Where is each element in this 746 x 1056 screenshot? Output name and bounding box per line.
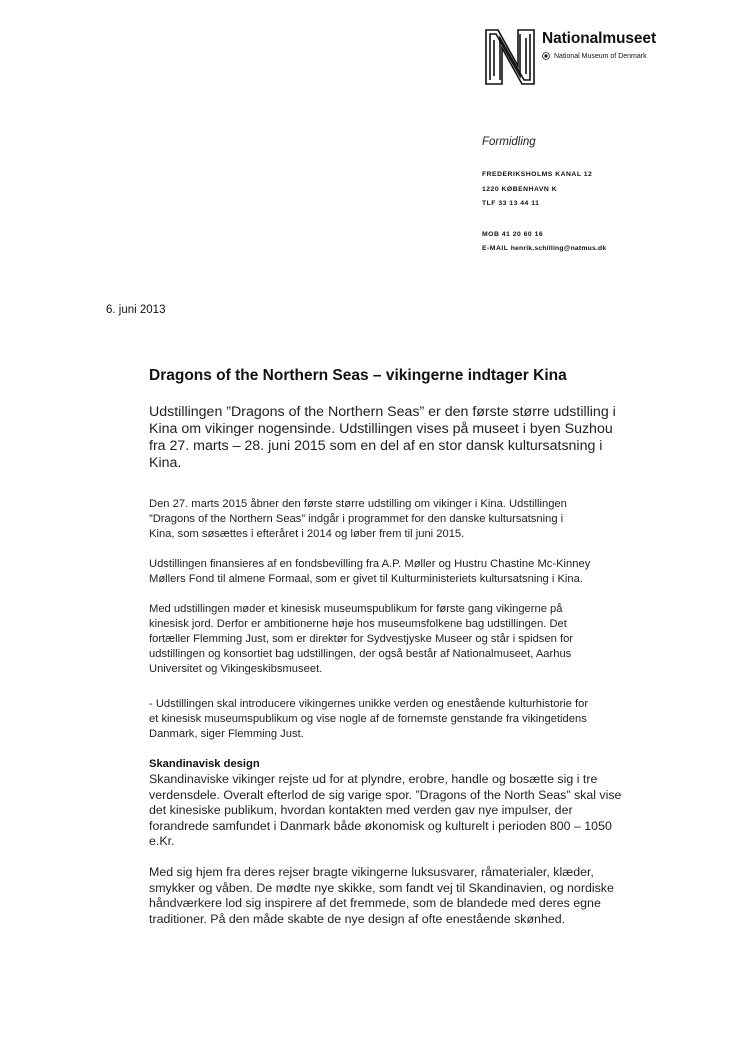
body-paragraph-2	[149, 557, 669, 587]
section-heading: Skandinavisk design	[149, 758, 260, 770]
body-paragraph-4	[149, 697, 669, 742]
lead-line: Kina om vikinger nogensinde. Udstillingen vises på museet i byen Suzhou	[149, 421, 613, 437]
text-line: Med udstillingen møder et kinesisk museumspublikum for første gang vikingerne på	[149, 603, 563, 615]
design-paragraph-1	[149, 772, 669, 850]
lead-paragraph	[149, 404, 649, 472]
text-line: håndværkere lod sig inspirere af det fremmede, som de blandede med deres egne	[149, 896, 601, 910]
lead-line: Kina.	[149, 455, 182, 471]
body-paragraph-1	[149, 497, 669, 542]
text-line: traditioner. På den måde skabte de nye design af ofte enestående skønhed.	[149, 911, 566, 926]
logo-name: Nationalmuseet	[542, 30, 657, 47]
email-row	[482, 245, 606, 252]
text-line: Med sig hjem fra deres rejser bragte vikingerne luksusvarer, råmaterialer, klæder,	[149, 865, 594, 879]
logo-subtitle	[542, 52, 647, 60]
text-line: fortæller Flemming Just, som er direktør for Sydvestjyske Museer og står i spidsen for	[149, 633, 574, 645]
text-line: Den 27. marts 2015 åbner den første større udstilling om vikinger i Kina. Udstillingen	[149, 498, 567, 510]
body-paragraph-3	[149, 602, 669, 677]
text-line: udstillingen og konsortiet bag udstillingen, der også består af Nationalmuseet, Aarhus	[149, 648, 572, 660]
text-line: Universitet og Vikingeskibsmuseet.	[149, 663, 323, 675]
logo-subtitle-text: National Museum of Denmark	[554, 52, 647, 60]
text-line: det kinesiske publikum, hvordan kontakten med verden gav nye impulser, der	[149, 803, 573, 817]
phone: TLF 33 13 44 11	[482, 200, 540, 207]
museum-logo	[484, 28, 714, 88]
text-line: Danmark, siger Flemming Just.	[149, 728, 304, 740]
text-line: - Udstillingen skal introducere vikingernes unikke verden og enestående kulturhistorie for	[149, 698, 589, 710]
text-line: smykker og våben. De mødte nye skikke, som fandt vej til Skandinavien, og nordiske	[149, 880, 614, 895]
text-line: Kina, som søsættes i efteråret i 2014 og løber frem til juni 2015.	[149, 528, 465, 540]
address-line-2: 1220 KØBENHAVN K	[482, 186, 558, 193]
text-line: e.Kr.	[149, 834, 175, 848]
email-link[interactable]: henrik.schilling@natmus.dk	[510, 245, 607, 252]
lead-line: Udstillingen ”Dragons of the Northern Seas” er den første større udstilling i	[149, 404, 616, 420]
text-line: Møllers Fond til almene Formaal, som er givet til Kulturministeriets kultursatsning i Kina.	[149, 573, 583, 585]
crown-seal-icon	[542, 52, 550, 60]
mobile: MOB 41 20 60 16	[482, 231, 544, 238]
text-line: et kinesisk museumspublikum og vise nogle af de fornemste genstande fra vikingetidens	[149, 713, 587, 725]
text-line: kinesisk jord. Derfor er ambitionerne høje hos museumsfolkene bag udstillingen. Det	[149, 618, 567, 630]
nationalmuseet-n-logo-icon	[484, 28, 536, 86]
text-line: Udstillingen finansieres af en fondsbevilling fra A.P. Møller og Hustru Chastine Mc-Kinney	[149, 558, 591, 570]
email-label: E-MAIL	[482, 245, 509, 252]
text-line: forandrede samfundet i Danmark både økonomisk og kulturelt i perioden 800 – 1050	[149, 818, 612, 833]
text-line: Skandinaviske vikinger rejste ud for at plyndre, erobre, handle og bosætte sig i tre	[149, 772, 598, 786]
design-paragraph-2	[149, 865, 669, 927]
page-title: Dragons of the Northern Seas – vikingerne indtager Kina	[149, 367, 567, 384]
department: Formidling	[482, 136, 536, 148]
text-line: ”Dragons of the Northern Seas” indgår i programmet for den danske kultursatsning i	[149, 513, 564, 525]
lead-line: fra 27. marts – 28. juni 2015 som en del af en stor dansk kultursatsning i	[149, 438, 603, 454]
address-line-1: FREDERIKSHOLMS KANAL 12	[482, 171, 593, 178]
press-release-date: 6. juni 2013	[106, 304, 166, 316]
text-line: verdensdele. Overalt efterlod de sig varige spor. ”Dragons of the North Seas” skal vise	[149, 787, 622, 802]
